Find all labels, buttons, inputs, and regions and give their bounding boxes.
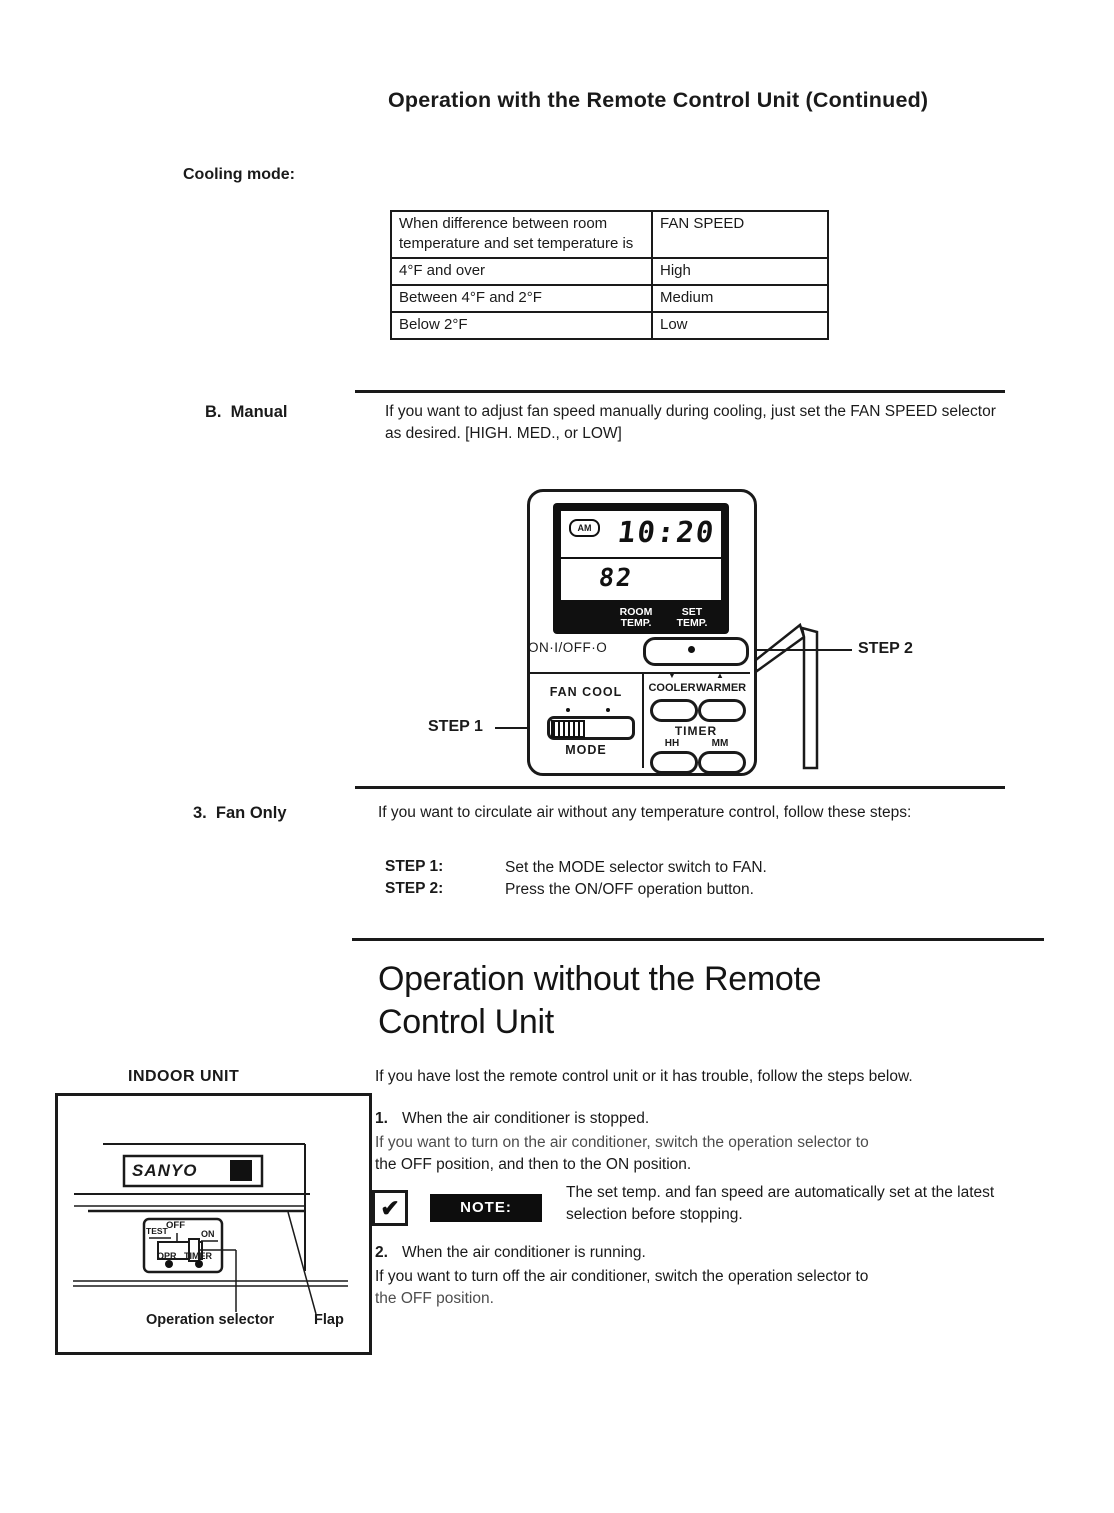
warmer-label: WARMER	[696, 682, 747, 694]
operation-selector-label: Operation selector	[146, 1312, 275, 1328]
item2-body-line2: the OFF position.	[375, 1290, 494, 1307]
item1-body-line1: If you want to turn on the air conditioner, switch the operation selector to	[375, 1134, 869, 1151]
item2-number: 2.	[375, 1244, 388, 1261]
cell-difference: Between 4°F and 2°F	[391, 285, 652, 312]
remote-flap-hinge	[752, 625, 804, 671]
cooling-mode-label: Cooling mode:	[183, 166, 295, 183]
mm-label: MM	[711, 738, 729, 749]
cell-speed: Low	[652, 312, 828, 339]
test-label: TEST	[146, 1226, 168, 1236]
step2-text: Press the ON/OFF operation button.	[505, 881, 754, 898]
table-header-fan-speed: FAN SPEED	[652, 211, 828, 258]
warmer-arrow-icon: ▲	[716, 671, 724, 680]
step1-label: STEP 1:	[385, 858, 444, 875]
table-header-difference: When difference between room temperature and set temperature is	[391, 211, 652, 258]
fan-speed-table	[390, 210, 829, 340]
cool-position-dot	[606, 708, 610, 712]
no-remote-heading-line1: Operation without the Remote	[378, 960, 822, 998]
checkmark-icon: ✔	[380, 1195, 400, 1221]
on-off-button-dot	[688, 646, 695, 653]
item1-body-line2: the OFF position, and then to the ON position.	[375, 1156, 692, 1173]
no-remote-intro: If you have lost the remote control unit or it has trouble, follow the steps below.	[375, 1068, 913, 1085]
off-label: OFF	[166, 1220, 185, 1231]
no-remote-heading-line2: Control Unit	[378, 1003, 554, 1041]
fan-position-dot	[566, 708, 570, 712]
opr-label: OPR	[157, 1251, 177, 1261]
note-checkbox	[372, 1190, 408, 1226]
fan-only-intro: If you want to circulate air without any temperature control, follow these steps:	[378, 804, 912, 821]
cell-difference: 4°F and over	[391, 258, 652, 285]
indoor-unit-label: INDOOR UNIT	[128, 1068, 240, 1085]
table-row	[391, 312, 828, 339]
warmer-button	[698, 699, 746, 722]
step1-callout: STEP 1	[428, 718, 483, 735]
cooler-arrow-icon: ▼	[668, 671, 676, 680]
timer-lamp	[195, 1260, 203, 1268]
section-divider	[355, 390, 1005, 393]
no-remote-heading	[378, 958, 821, 1044]
note-badge: NOTE:	[430, 1194, 542, 1222]
lcd-divider	[561, 557, 721, 559]
table-row	[391, 285, 828, 312]
hh-label: HH	[664, 738, 680, 749]
step2-callout: STEP 2	[858, 640, 913, 657]
cooler-button	[650, 699, 698, 722]
fan-only-heading: 3. Fan Only	[193, 804, 287, 822]
on-off-label: ON·I/OFF·O	[528, 640, 608, 655]
mode-label: MODE	[565, 743, 607, 757]
step1-text: Set the MODE selector switch to FAN.	[505, 859, 767, 876]
on-label: ON	[201, 1229, 215, 1239]
remote-control-diagram	[400, 487, 1040, 787]
section-divider	[355, 786, 1005, 789]
item1-number: 1.	[375, 1110, 388, 1127]
fan-cool-label: FAN COOL	[549, 685, 623, 699]
table-row	[391, 258, 828, 285]
brand-logo: SANYO	[132, 1161, 198, 1180]
item2-heading	[375, 1244, 646, 1262]
item2-body-line1: If you want to turn off the air conditioner, switch the operation selector to	[375, 1268, 869, 1285]
indoor-unit-linework	[58, 1096, 363, 1346]
temp-display: 82	[597, 563, 635, 592]
item1-heading	[375, 1110, 649, 1128]
room-temp-label: ROOM TEMP.	[619, 606, 653, 629]
step2-label: STEP 2:	[385, 880, 444, 897]
section-divider	[352, 938, 1044, 941]
am-indicator: AM	[569, 519, 600, 537]
set-temp-label: SET TEMP.	[676, 606, 708, 629]
flap-label: Flap	[314, 1312, 344, 1328]
mode-slider-knob	[551, 720, 585, 738]
manual-heading: B. Manual	[205, 403, 288, 421]
timer-hh-button	[650, 751, 698, 774]
cooler-label: COOLER	[648, 682, 696, 694]
cell-speed: High	[652, 258, 828, 285]
remote-display-bezel	[553, 503, 729, 634]
receiver-window	[230, 1160, 252, 1181]
table-header-row	[391, 211, 828, 258]
page-title: Operation with the Remote Control Unit (Continued)	[388, 88, 929, 112]
manual-body: If you want to adjust fan speed manually during cooling, just set the FAN SPEED selector as desired. [HIGH. MED., or LOW]	[385, 403, 996, 442]
item1-title: When the air conditioner is stopped.	[401, 1110, 650, 1127]
clock-display: 10:20	[615, 515, 718, 549]
timer-mm-button	[698, 751, 746, 774]
opr-lamp	[165, 1260, 173, 1268]
flap-leader-line	[288, 1212, 316, 1314]
cell-difference: Below 2°F	[391, 312, 652, 339]
timer-lamp-label: TIMER	[184, 1251, 212, 1261]
on-off-button	[643, 637, 749, 666]
item2-title: When the air conditioner is running.	[401, 1244, 646, 1261]
note-text: The set temp. and fan speed are automatically set at the latest selection before stopping.	[566, 1184, 995, 1223]
mode-panel-border	[642, 672, 644, 768]
remote-lcd	[561, 511, 721, 600]
timer-label: TIMER	[674, 724, 718, 738]
cell-speed: Medium	[652, 285, 828, 312]
indoor-unit-diagram	[55, 1093, 372, 1355]
